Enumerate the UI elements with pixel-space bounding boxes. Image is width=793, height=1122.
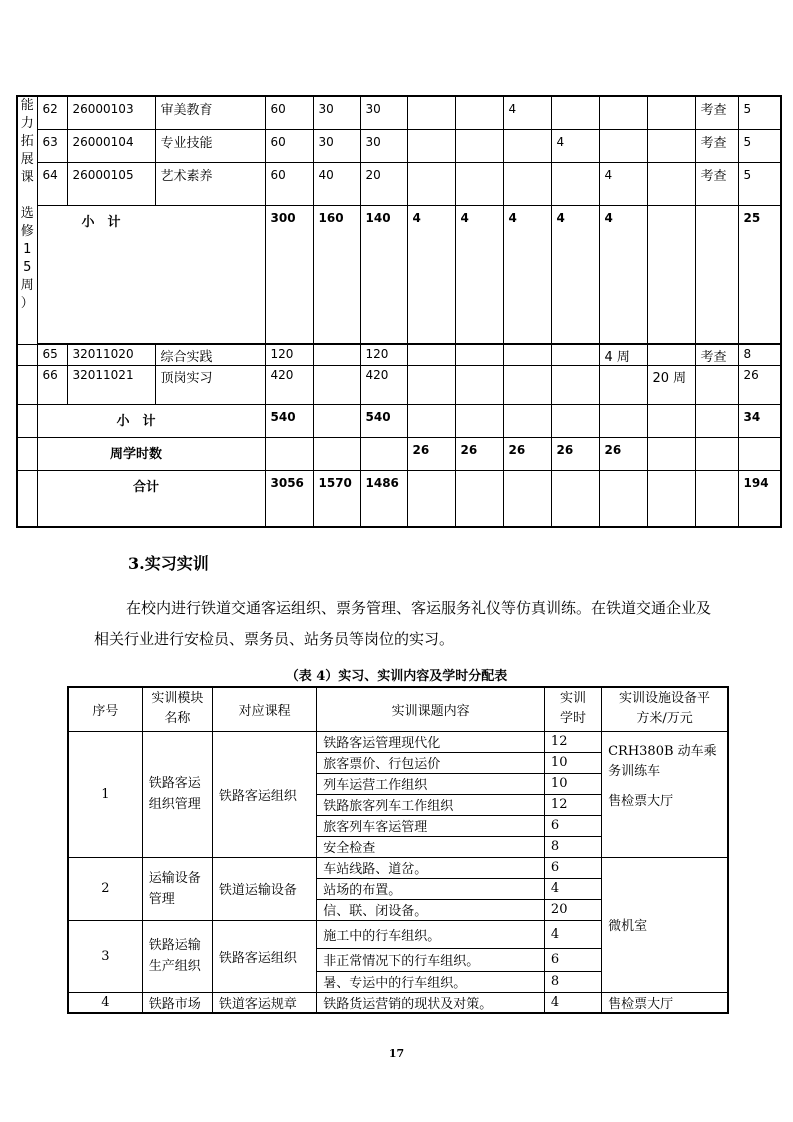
sem-1 bbox=[407, 344, 455, 365]
empty-cell bbox=[738, 437, 781, 470]
sem-5: 4 bbox=[599, 162, 647, 205]
facility-ticket-hall: 售检票大厅 bbox=[602, 992, 728, 1013]
sem-1 bbox=[407, 129, 455, 162]
course-name: 顶岗实习 bbox=[155, 365, 265, 404]
item-hours: 10 bbox=[544, 773, 601, 794]
header-hours: 实训学时 bbox=[544, 687, 601, 731]
course-code: 26000105 bbox=[67, 162, 155, 205]
subtotal-credit: 34 bbox=[738, 404, 781, 437]
empty-cell bbox=[17, 437, 37, 470]
subtotal-sem-3: 4 bbox=[503, 205, 551, 343]
subtotal-sem-4: 4 bbox=[551, 205, 599, 343]
practice-hours: 30 bbox=[360, 96, 407, 129]
sem-5: 4 周 bbox=[599, 344, 647, 365]
sem-4 bbox=[551, 162, 599, 205]
empty-cell bbox=[647, 205, 695, 343]
course-name: 专业技能 bbox=[155, 129, 265, 162]
facility-hall: 售检票大厅 bbox=[608, 793, 674, 809]
sem-5 bbox=[599, 96, 647, 129]
group-course: 铁道运输设备 bbox=[212, 857, 316, 920]
course-code: 26000103 bbox=[67, 96, 155, 129]
sem-4 bbox=[551, 344, 599, 365]
weekly-sem-2: 26 bbox=[455, 437, 503, 470]
item-content: 铁路客运管理现代化 bbox=[317, 731, 545, 752]
course-name: 审美教育 bbox=[155, 96, 265, 129]
group-module: 铁路市场 bbox=[142, 992, 212, 1013]
grand-credit: 194 bbox=[738, 470, 781, 527]
group-no: 3 bbox=[68, 920, 142, 992]
sem-1 bbox=[407, 162, 455, 205]
weekly-sem-1: 26 bbox=[407, 437, 455, 470]
table-caption: （表 4）实习、实训内容及学时分配表 bbox=[285, 669, 508, 684]
weekly-sem-3: 26 bbox=[503, 437, 551, 470]
course-code: 32011020 bbox=[67, 344, 155, 365]
item-hours: 8 bbox=[544, 836, 601, 857]
exam-type: 考查 bbox=[695, 344, 738, 365]
subtotal-total: 300 bbox=[265, 205, 313, 343]
course-name: 艺术素养 bbox=[155, 162, 265, 205]
empty-cell bbox=[647, 437, 695, 470]
sem-1 bbox=[407, 365, 455, 404]
total-hours: 60 bbox=[265, 96, 313, 129]
subtotal-sem-5: 4 bbox=[599, 205, 647, 343]
credit: 8 bbox=[738, 344, 781, 365]
item-hours: 6 bbox=[544, 857, 601, 878]
facility-train: CRH380B 动车乘务训练车 bbox=[608, 743, 717, 779]
theory-hours bbox=[313, 344, 360, 365]
subtotal-sem-2: 4 bbox=[455, 205, 503, 343]
total-hours: 60 bbox=[265, 162, 313, 205]
empty-cell bbox=[360, 437, 407, 470]
empty-cell bbox=[503, 404, 551, 437]
item-hours: 6 bbox=[544, 815, 601, 836]
row-no: 64 bbox=[37, 162, 67, 205]
subtotal-label: 小 计 bbox=[37, 205, 265, 343]
group-no: 4 bbox=[68, 992, 142, 1013]
subtotal-label: 小 计 bbox=[37, 404, 265, 437]
group-course: 铁路客运组织 bbox=[212, 920, 316, 992]
empty-cell bbox=[17, 404, 37, 437]
sem-2 bbox=[455, 129, 503, 162]
subtotal-sem-1: 4 bbox=[407, 205, 455, 343]
theory-hours: 30 bbox=[313, 96, 360, 129]
credit: 5 bbox=[738, 96, 781, 129]
grand-total-hours: 3056 bbox=[265, 470, 313, 527]
course-code: 26000104 bbox=[67, 129, 155, 162]
empty-cell bbox=[695, 437, 738, 470]
sem-1 bbox=[407, 96, 455, 129]
practice-hours: 120 bbox=[360, 344, 407, 365]
total-hours: 120 bbox=[265, 344, 313, 365]
empty-cell bbox=[599, 404, 647, 437]
item-content: 非正常情况下的行车组织。 bbox=[317, 948, 545, 971]
sem-3 bbox=[503, 365, 551, 404]
empty-cell bbox=[551, 404, 599, 437]
facility-cell bbox=[602, 731, 728, 857]
grand-practice-hours: 1486 bbox=[360, 470, 407, 527]
grand-total-label: 合计 bbox=[37, 470, 265, 527]
empty-cell bbox=[551, 470, 599, 527]
sem-5 bbox=[599, 129, 647, 162]
item-hours: 8 bbox=[544, 971, 601, 992]
item-hours: 12 bbox=[544, 731, 601, 752]
empty-cell bbox=[265, 437, 313, 470]
weekly-sem-5: 26 bbox=[599, 437, 647, 470]
item-content: 安全检查 bbox=[317, 836, 545, 857]
item-hours: 10 bbox=[544, 752, 601, 773]
item-content: 站场的布置。 bbox=[317, 878, 545, 899]
practice-hours: 30 bbox=[360, 129, 407, 162]
row-no: 63 bbox=[37, 129, 67, 162]
item-hours: 12 bbox=[544, 794, 601, 815]
credit: 5 bbox=[738, 129, 781, 162]
sem-4: 4 bbox=[551, 129, 599, 162]
empty-cell bbox=[599, 470, 647, 527]
item-content: 列车运营工作组织 bbox=[317, 773, 545, 794]
row-no: 66 bbox=[37, 365, 67, 404]
item-content: 信、联、闭设备。 bbox=[317, 899, 545, 920]
subtotal-theory: 160 bbox=[313, 205, 360, 343]
item-content: 施工中的行车组织。 bbox=[317, 920, 545, 948]
sem-6: 20 周 bbox=[647, 365, 695, 404]
facility-computer-room: 微机室 bbox=[602, 857, 728, 992]
sem-4 bbox=[551, 365, 599, 404]
practice-hours: 20 bbox=[360, 162, 407, 205]
empty-cell bbox=[313, 437, 360, 470]
subtotal-credit: 25 bbox=[738, 205, 781, 343]
empty-cell bbox=[695, 404, 738, 437]
course-table bbox=[16, 95, 782, 528]
sem-5 bbox=[599, 365, 647, 404]
header-course: 对应课程 bbox=[212, 687, 316, 731]
group-module: 铁路运输生产组织 bbox=[142, 920, 212, 992]
group-no: 2 bbox=[68, 857, 142, 920]
header-facility: 实训设施设备平方米/万元 bbox=[602, 687, 728, 731]
row-no: 62 bbox=[37, 96, 67, 129]
item-content: 旅客列车客运管理 bbox=[317, 815, 545, 836]
sem-6 bbox=[647, 129, 695, 162]
group-module: 运输设备管理 bbox=[142, 857, 212, 920]
theory-hours bbox=[313, 365, 360, 404]
sem-2 bbox=[455, 344, 503, 365]
category-cell: 能 力 拓 展 课 选 修 1 5 周 ） bbox=[17, 96, 37, 344]
sem-3 bbox=[503, 129, 551, 162]
sem-4 bbox=[551, 96, 599, 129]
section-heading: 3.实习实训 bbox=[128, 554, 209, 573]
item-content: 旅客票价、行包运价 bbox=[317, 752, 545, 773]
weekly-sem-4: 26 bbox=[551, 437, 599, 470]
item-hours: 4 bbox=[544, 992, 601, 1013]
item-content: 铁路货运营销的现状及对策。 bbox=[317, 992, 545, 1013]
item-hours: 4 bbox=[544, 920, 601, 948]
total-hours: 420 bbox=[265, 365, 313, 404]
course-code: 32011021 bbox=[67, 365, 155, 404]
row-no: 65 bbox=[37, 344, 67, 365]
theory-hours: 40 bbox=[313, 162, 360, 205]
empty-cell bbox=[17, 365, 37, 404]
sem-3 bbox=[503, 162, 551, 205]
empty-cell bbox=[17, 344, 37, 365]
group-course: 铁道客运规章 bbox=[212, 992, 316, 1013]
sem-3 bbox=[503, 344, 551, 365]
header-module: 实训模块名称 bbox=[142, 687, 212, 731]
credit: 26 bbox=[738, 365, 781, 404]
group-course: 铁路客运组织 bbox=[212, 731, 316, 857]
sem-2 bbox=[455, 365, 503, 404]
theory-hours: 30 bbox=[313, 129, 360, 162]
item-content: 铁路旅客列车工作组织 bbox=[317, 794, 545, 815]
subtotal-total: 540 bbox=[265, 404, 313, 437]
section-paragraph: 在校内进行铁道交通客运组织、票务管理、客运服务礼仪等仿真训练。在铁道交通企业及相关行业进行安检员、票务员、站务员等岗位的实习。 bbox=[94, 599, 712, 648]
sem-3: 4 bbox=[503, 96, 551, 129]
empty-cell bbox=[695, 470, 738, 527]
exam-type bbox=[695, 365, 738, 404]
exam-type: 考查 bbox=[695, 162, 738, 205]
sem-2 bbox=[455, 96, 503, 129]
header-content: 实训课题内容 bbox=[317, 687, 545, 731]
item-hours: 20 bbox=[544, 899, 601, 920]
subtotal-practice: 140 bbox=[360, 205, 407, 343]
empty-cell bbox=[407, 404, 455, 437]
item-content: 车站线路、道岔。 bbox=[317, 857, 545, 878]
exam-type: 考查 bbox=[695, 96, 738, 129]
page-number: 17 bbox=[388, 1047, 405, 1060]
course-name: 综合实践 bbox=[155, 344, 265, 365]
sem-2 bbox=[455, 162, 503, 205]
item-hours: 6 bbox=[544, 948, 601, 971]
empty-cell bbox=[407, 470, 455, 527]
header-no: 序号 bbox=[68, 687, 142, 731]
exam-type: 考查 bbox=[695, 129, 738, 162]
training-table bbox=[67, 686, 729, 1014]
item-hours: 4 bbox=[544, 878, 601, 899]
sem-6 bbox=[647, 162, 695, 205]
empty-cell bbox=[455, 470, 503, 527]
practice-hours: 420 bbox=[360, 365, 407, 404]
empty-cell bbox=[647, 404, 695, 437]
sem-6 bbox=[647, 344, 695, 365]
empty-cell bbox=[455, 404, 503, 437]
empty-cell bbox=[695, 205, 738, 343]
group-no: 1 bbox=[68, 731, 142, 857]
empty-cell bbox=[647, 470, 695, 527]
empty-cell bbox=[17, 470, 37, 527]
empty-cell bbox=[313, 404, 360, 437]
credit: 5 bbox=[738, 162, 781, 205]
total-hours: 60 bbox=[265, 129, 313, 162]
weekly-hours-label: 周学时数 bbox=[37, 437, 265, 470]
subtotal-practice: 540 bbox=[360, 404, 407, 437]
group-module: 铁路客运组织管理 bbox=[142, 731, 212, 857]
sem-6 bbox=[647, 96, 695, 129]
grand-theory-hours: 1570 bbox=[313, 470, 360, 527]
empty-cell bbox=[503, 470, 551, 527]
item-content: 暑、专运中的行车组织。 bbox=[317, 971, 545, 992]
